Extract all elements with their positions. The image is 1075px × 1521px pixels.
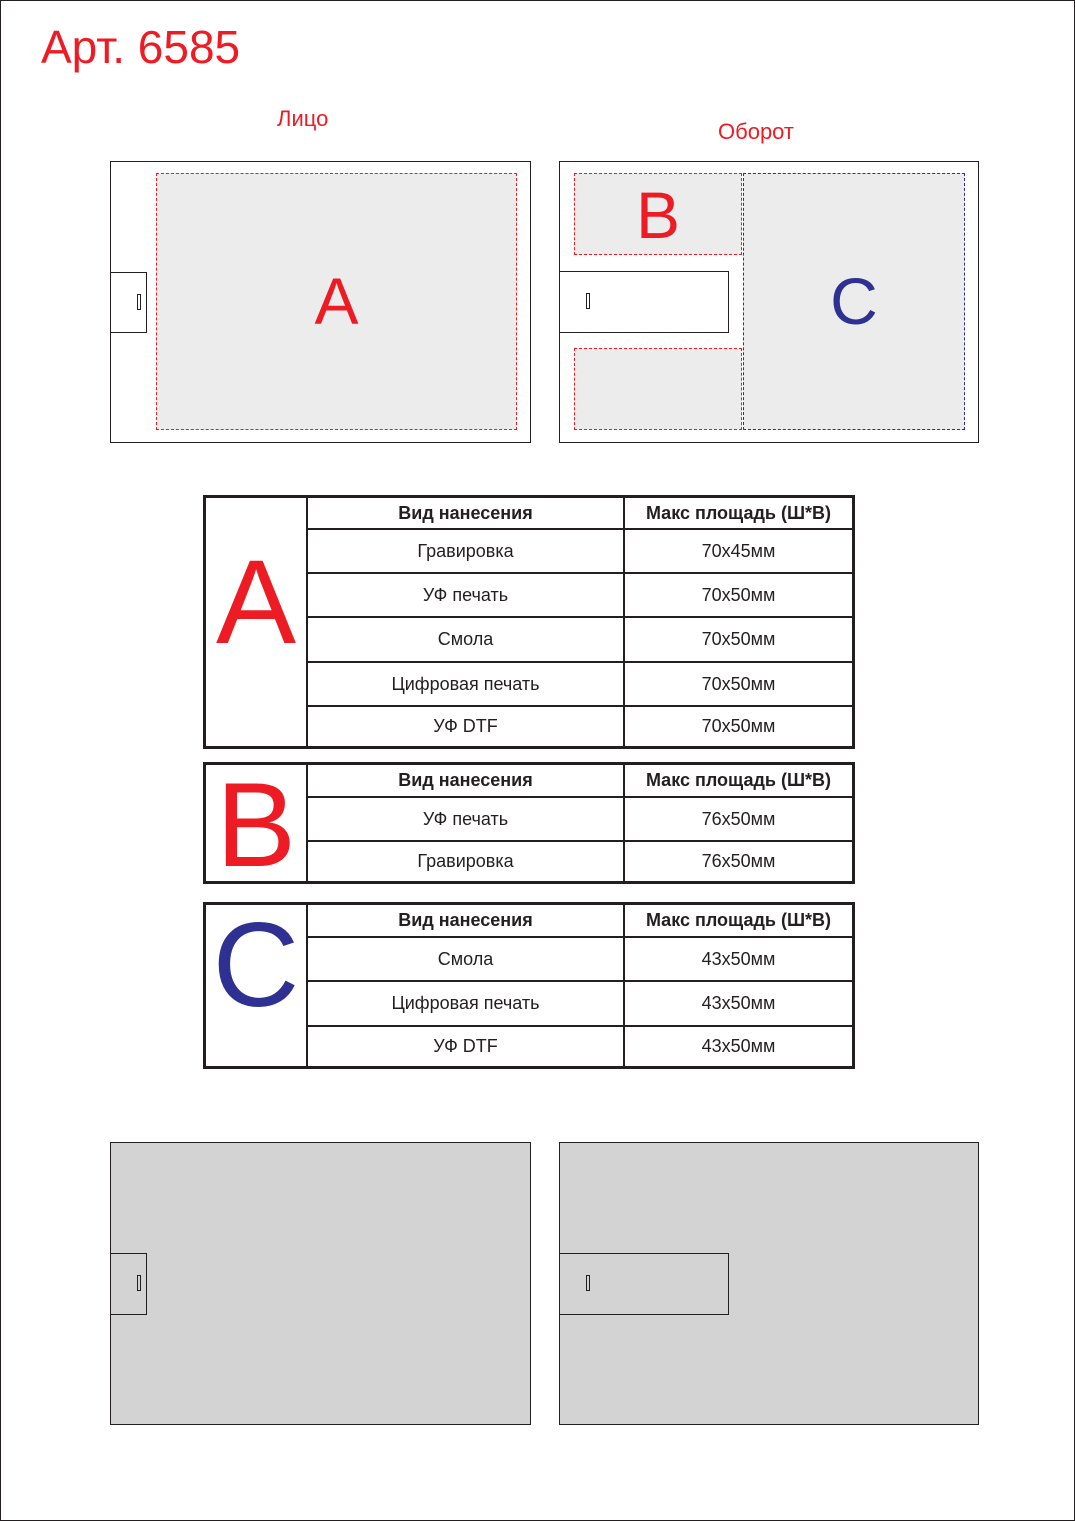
table-row: [308, 1027, 852, 1066]
method-cell: Цифровая печать: [308, 663, 625, 705]
table-zone-b: [203, 762, 855, 884]
header-area: Макс площадь (Ш*В): [645, 502, 832, 523]
table-row: [308, 982, 852, 1027]
usb-contact: [586, 293, 590, 309]
method-cell: Гравировка: [308, 842, 625, 881]
page-title: Арт. 6585: [41, 21, 241, 73]
zone-a-label: A: [314, 264, 359, 338]
zone-c-label: C: [830, 264, 878, 338]
area-cell: 43х50мм: [701, 948, 776, 969]
usb-connector: [110, 1253, 147, 1315]
back-card-diagram: [559, 161, 979, 443]
method-cell: Смола: [308, 938, 625, 980]
print-zone-a: [156, 173, 517, 430]
area-cell: 43х50мм: [701, 993, 776, 1013]
table-header-row: [308, 498, 852, 530]
table-row: [308, 842, 852, 881]
header-area: Макс площадь (Ш*В): [645, 910, 832, 930]
table-row: [308, 574, 852, 618]
method-cell: УФ DTF: [308, 1027, 625, 1066]
method-cell: Цифровая печать: [308, 982, 625, 1025]
usb-contact: [137, 1275, 141, 1291]
usb-connector: [110, 272, 147, 333]
table-letter-cell: [206, 905, 308, 1066]
method-cell: УФ печать: [308, 798, 625, 840]
print-zone-c: [743, 173, 965, 430]
table-letter-cell: [206, 765, 308, 881]
table-letter-cell: [206, 498, 308, 746]
table-row: [308, 530, 852, 574]
header-method: Вид нанесения: [308, 905, 625, 936]
header-area: Макс площадь (Ш*В): [645, 770, 832, 790]
header-method: Вид нанесения: [308, 765, 625, 796]
table-row: [308, 707, 852, 746]
usb-connector: [559, 1253, 729, 1315]
front-card-diagram: [110, 161, 531, 443]
area-cell: 76х50мм: [701, 808, 776, 829]
back-card-preview: [559, 1142, 979, 1425]
table-header-row: [308, 905, 852, 938]
area-cell: 70х50мм: [701, 673, 776, 694]
header-method: Вид нанесения: [308, 498, 625, 528]
table-header-row: [308, 765, 852, 798]
method-cell: УФ DTF: [308, 707, 625, 746]
table-letter: C: [212, 905, 300, 1032]
table-row: [308, 798, 852, 842]
table-row: [308, 938, 852, 982]
area-cell: 70х50мм: [701, 584, 776, 605]
table-row: [308, 663, 852, 707]
table-zone-c: [203, 902, 855, 1069]
area-cell: 76х50мм: [701, 851, 776, 871]
table-zone-a: [203, 495, 855, 749]
print-zone-b: [574, 173, 742, 255]
front-label: Лицо: [277, 106, 329, 131]
usb-connector: [559, 271, 729, 333]
table-letter: A: [215, 535, 297, 669]
zone-b-label: B: [635, 178, 681, 252]
print-zone-b-lower: [574, 348, 742, 430]
method-cell: УФ печать: [308, 574, 625, 616]
method-cell: Смола: [308, 618, 625, 661]
area-cell: 70х50мм: [701, 716, 776, 736]
front-card-preview: [110, 1142, 531, 1425]
usb-contact: [586, 1275, 590, 1291]
area-cell: 43х50мм: [701, 1036, 776, 1056]
table-letter: B: [215, 765, 297, 881]
table-row: [308, 618, 852, 663]
area-cell: 70х45мм: [701, 540, 776, 561]
usb-contact: [137, 294, 141, 310]
area-cell: 70х50мм: [701, 629, 776, 649]
method-cell: Гравировка: [308, 530, 625, 572]
back-label: Оборот: [718, 119, 795, 144]
